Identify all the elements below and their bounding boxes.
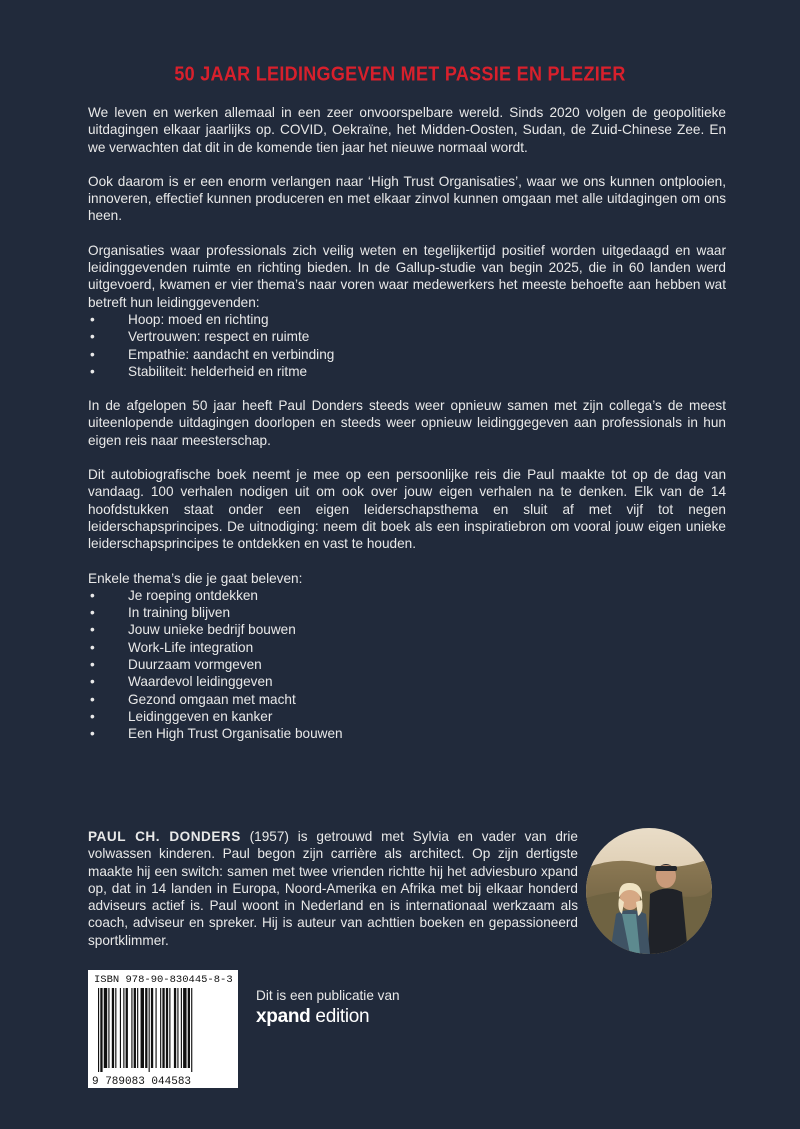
author-photo-illustration	[586, 828, 712, 954]
barcode-bar	[126, 988, 128, 1068]
paragraph: In de afgelopen 50 jaar heeft Paul Donders steeds weer opnieuw samen met zijn collega’s de meest uiteenlopende uitdagingen doorlopen en steeds weer opnieuw leidinggegeven aan professionals in hun eigen reis naar meesterschap.	[88, 398, 726, 448]
barcode-bar	[104, 988, 107, 1068]
paragraph: Organisaties waar professionals zich veilig weten en tegelijkertijd positief worden uitgedaagd en waar leidinggevenden ruimte en richting bieden. In de Gallup-studie van begin 2025, die in 60 landen werd uitgevoerd, kwamen er vier thema’s naar voren waar medewerkers het meeste behoefte aan hebben wat betreft hun leidinggevenden:	[88, 242, 726, 310]
list-item: • Gezond omgaan met macht	[88, 691, 726, 708]
list-item: • Leidinggeven en kanker	[88, 708, 726, 725]
barcode-bar	[156, 988, 157, 1068]
blurb	[88, 104, 726, 760]
list-item: • Jouw unieke bedrijf bouwen	[88, 621, 726, 638]
themes-list	[88, 587, 726, 743]
imprint-suffix: edition	[310, 1006, 370, 1027]
barcode-bar	[149, 988, 150, 1072]
barcode-bars	[98, 988, 192, 1072]
list-item: • Empathie: aandacht en verbinding	[88, 346, 726, 363]
barcode-bar	[183, 988, 186, 1068]
list-item: • Duurzaam vormgeven	[88, 656, 726, 673]
barcode-bar	[131, 988, 132, 1068]
isbn-label: ISBN 978-90-830445-8-3	[94, 974, 233, 986]
list-item: • In training blijven	[88, 604, 726, 621]
imprint-brand: xpand	[256, 1006, 311, 1027]
barcode-bar	[191, 988, 192, 1072]
barcode-bar	[188, 988, 190, 1068]
publisher-imprint	[256, 1006, 369, 1028]
author-name: PAUL CH. DONDERS	[88, 829, 241, 844]
barcode-bar	[160, 988, 161, 1068]
author-bio-text: (1957) is getrouwd met Sylvia en vader van drie volwassen kinderen. Paul begon zijn carrière als architect. Op zijn dertigste maakte hij een switch: samen met twee vrienden richtte hij het adviesburo xpand op, dat in 14 landen in Europa, Noord-Amerika en Afrika met bij elkaar honderd adviseurs actief is. Paul woont in Nederland en is internationaal werkzaam als coach, adviseur en spreker. Hij is auteur van achttien boeken en gepassioneerd sportklimmer.	[88, 829, 578, 948]
paragraph: We leven en werken allemaal in een zeer onvoorspelbare wereld. Sinds 2020 volgen de geopolitieke uitdagingen elkaar jaarlijks op. COVID, Oekraïne, het Midden-Oosten, Sudan, de Zuid-Chinese Zee. En we verwachten dat dit in de komende tien jaar het nieuwe normaal wordt.	[88, 105, 726, 155]
barcode-bar	[120, 988, 121, 1068]
list-item: • Vertrouwen: respect en ruimte	[88, 328, 726, 345]
barcode-bar	[137, 988, 138, 1068]
isbn-barcode	[88, 970, 238, 1088]
needs-list	[88, 311, 726, 380]
author-bio	[88, 828, 578, 949]
list-item: • Work-Life integration	[88, 639, 726, 656]
barcode-bar	[141, 988, 144, 1068]
paragraph: Dit autobiografische boek neemt je mee op een persoonlijke reis die Paul maakte tot op de dag van vandaag. 100 verhalen nodigen uit om ook over jouw eigen verhalen na te denken. Elk van de 14 hoofdstukken staat onder een eigen leiderschapsthema en sluit af met vijf tot negen leiderschapsprincipes. De uitnodiging: neem dit boek als een inspiratiebron om vooral jouw eigen unieke leiderschapsprincipes te ontdekken en vast te houden.	[88, 467, 726, 552]
barcode-illustration	[88, 970, 238, 1088]
author-photo	[586, 828, 712, 954]
barcode-bar	[112, 988, 114, 1068]
list-item: • Waardevol leidinggeven	[88, 673, 726, 690]
barcode-bar	[166, 988, 168, 1068]
barcode-bar	[115, 988, 116, 1068]
barcode-bar	[98, 988, 99, 1072]
list-item: • Een High Trust Organisatie bouwen	[88, 725, 726, 742]
barcode-bar	[134, 988, 136, 1068]
cover-title: 50 JAAR LEIDINGGEVEN MET PASSIE EN PLEZIER	[174, 62, 626, 86]
barcode-bar	[151, 988, 153, 1068]
barcode-digits: 9 789083 044583	[92, 1076, 192, 1088]
paragraph: Ook daarom is er een enorm verlangen naar ‘High Trust Organisaties’, waar we ons kunnen ontplooien, innoveren, effectief kunnen produceren en met elkaar zinvol kunnen omgaan met alle uitdagingen om ons heen.	[88, 173, 726, 224]
barcode-bar	[169, 988, 170, 1068]
barcode-bar	[108, 988, 109, 1068]
list-item: • Je roeping ontdekken	[88, 587, 726, 604]
barcode-bar	[123, 988, 124, 1068]
barcode-bar	[177, 988, 178, 1068]
paragraph: Enkele thema’s die je gaat beleven:	[88, 570, 303, 586]
publication-line: Dit is een publicatie van	[256, 988, 400, 1003]
barcode-bar	[181, 988, 182, 1068]
list-item: • Stabiliteit: helderheid en ritme	[88, 363, 726, 380]
barcode-bar	[174, 988, 176, 1068]
list-item: • Hoop: moed en richting	[88, 311, 726, 328]
barcode-bar	[145, 988, 147, 1068]
barcode-bar	[100, 988, 102, 1072]
barcode-bar	[162, 988, 164, 1068]
